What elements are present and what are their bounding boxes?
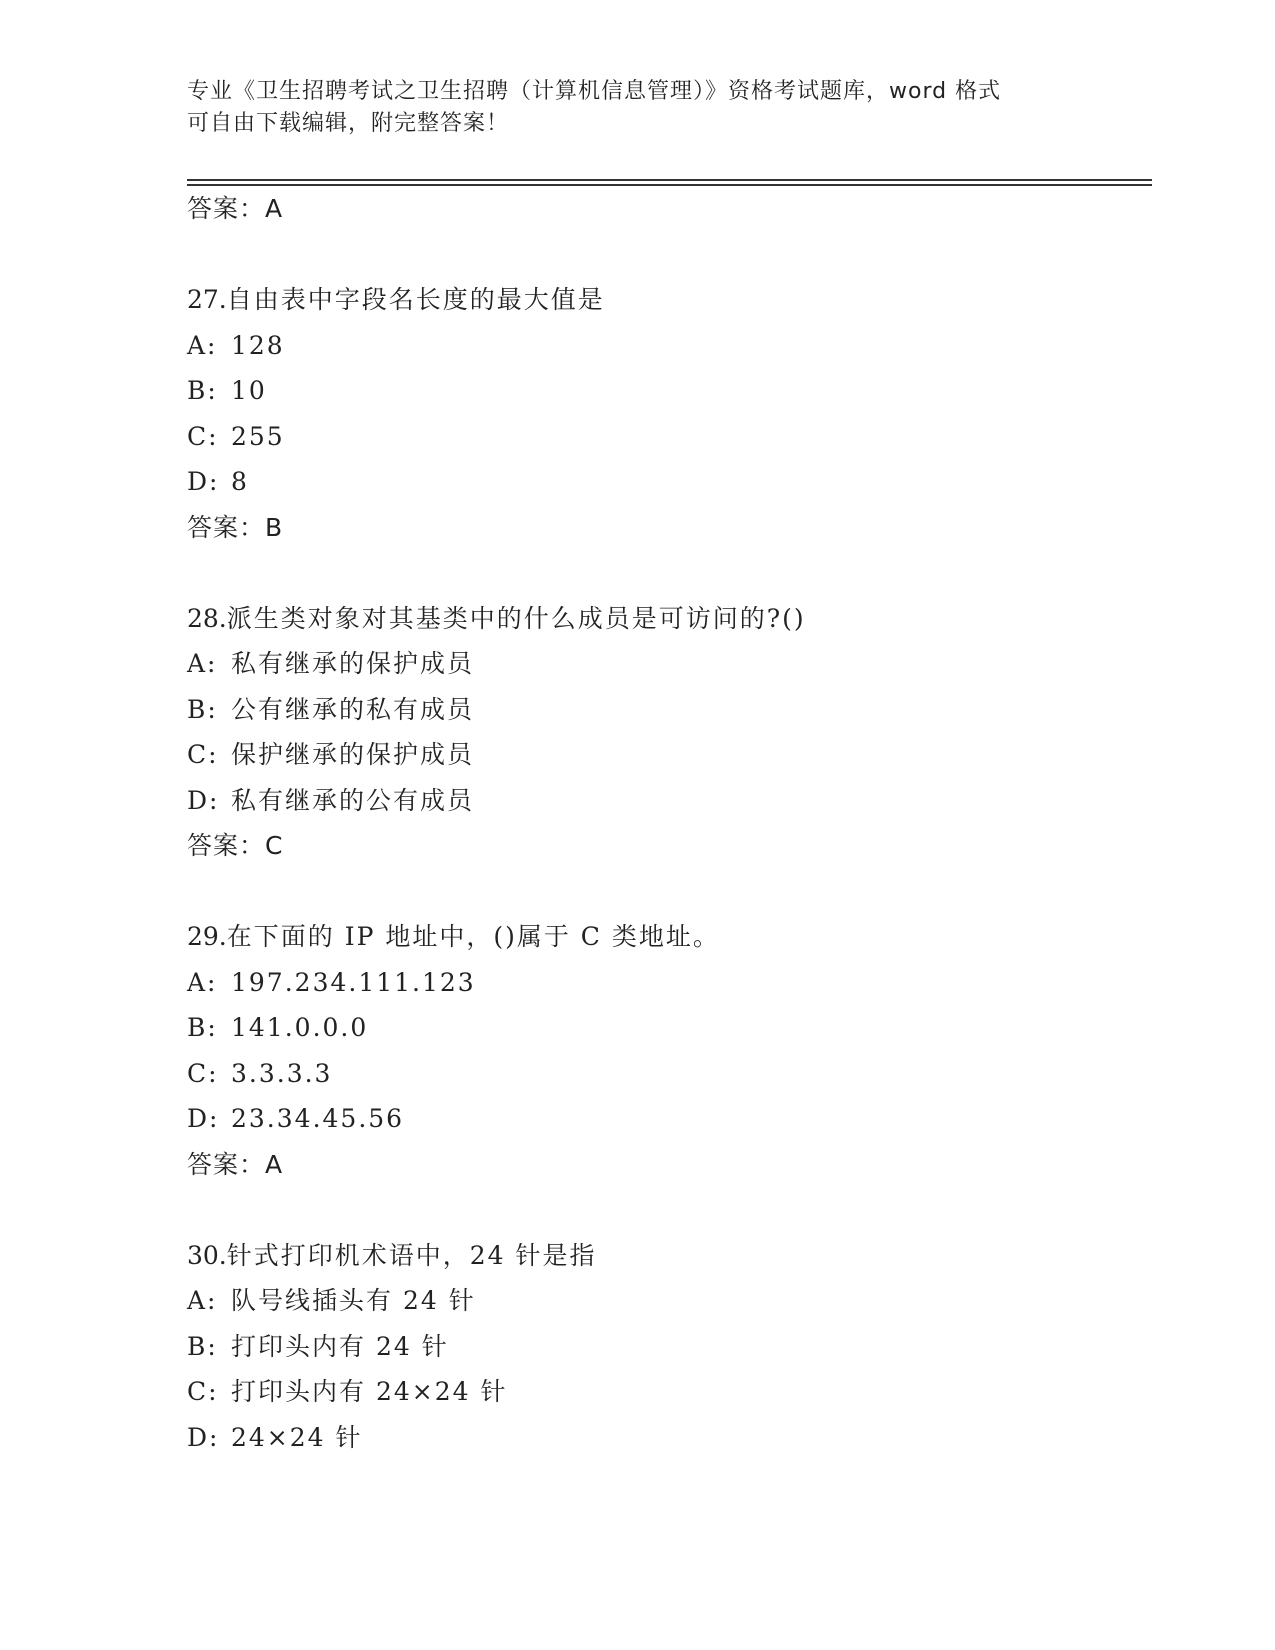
- option-letter: A:: [187, 967, 218, 997]
- option-d: [187, 1096, 1147, 1142]
- option-letter: B:: [187, 376, 218, 405]
- option-a: [187, 960, 1147, 1006]
- option-text: 私有继承的保护成员: [231, 649, 475, 678]
- option-letter: A:: [187, 1286, 218, 1315]
- option-letter: C:: [187, 740, 219, 769]
- previous-answer: 答案：A: [187, 194, 284, 223]
- option-b: [187, 1324, 1147, 1370]
- option-c: [187, 1369, 1147, 1415]
- option-c: [187, 414, 1147, 460]
- option-text: 10: [231, 376, 267, 405]
- option-text: 197.234.111.123: [231, 967, 476, 997]
- question-list: [187, 186, 1147, 1460]
- option-text: 128: [231, 330, 285, 360]
- option-text: 8: [231, 467, 249, 496]
- option-text: 私有继承的公有成员: [231, 785, 475, 815]
- option-a: [187, 1278, 1147, 1324]
- option-d: [187, 778, 1147, 824]
- question-number: 29.: [187, 922, 227, 951]
- option-text: 255: [231, 421, 285, 451]
- option-d: [187, 1415, 1147, 1461]
- question-number: 28.: [187, 603, 227, 633]
- option-text: 3.3.3.3: [231, 1058, 333, 1088]
- option-text: 保护继承的保护成员: [231, 740, 475, 769]
- option-letter: B:: [187, 1013, 218, 1042]
- option-letter: D:: [187, 467, 220, 496]
- option-letter: B:: [187, 694, 218, 724]
- option-letter: D:: [187, 1422, 220, 1452]
- option-b: [187, 687, 1147, 733]
- question-stem: 自由表中字段名长度的最大值是: [226, 285, 605, 314]
- option-letter: A:: [187, 649, 218, 678]
- option-a: [187, 323, 1147, 369]
- option-text: 24×24 针: [231, 1422, 363, 1452]
- option-b: [187, 1005, 1147, 1051]
- question-30: [187, 1233, 1147, 1461]
- option-c: [187, 1051, 1147, 1097]
- option-a: [187, 641, 1147, 687]
- option-b: [187, 368, 1147, 414]
- question-27: [187, 277, 1147, 551]
- header-line-1: 专业《卫生招聘考试之卫生招聘（计算机信息管理）》资格考试题库，word 格式: [187, 79, 1002, 104]
- option-text: 141.0.0.0: [231, 1013, 369, 1042]
- option-text: 公有继承的私有成员: [231, 694, 475, 724]
- question-stem: 在下面的 IP 地址中，()属于 C 类地址。: [226, 922, 720, 951]
- question-number: 30.: [187, 1240, 227, 1270]
- option-d: [187, 459, 1147, 505]
- option-text: 队号线插头有 24 针: [231, 1286, 476, 1315]
- question-text: [187, 596, 1147, 642]
- question-text: [187, 277, 1147, 323]
- question-number: 27.: [187, 285, 227, 314]
- question-text: [187, 914, 1147, 960]
- question-stem: 派生类对象对其基类中的什么成员是可访问的?(): [226, 603, 806, 633]
- option-letter: B:: [187, 1331, 218, 1361]
- answer-line: 答案：B: [187, 512, 284, 542]
- question-text: [187, 1233, 1147, 1279]
- question-28: [187, 596, 1147, 870]
- option-letter: A:: [187, 330, 218, 360]
- option-text: 打印头内有 24 针: [231, 1331, 449, 1361]
- option-letter: D:: [187, 785, 220, 815]
- question-29: [187, 914, 1147, 1188]
- option-c: [187, 732, 1147, 778]
- header-line-2: 可自由下载编辑，附完整答案！: [187, 111, 510, 136]
- answer-line: 答案：C: [187, 831, 284, 860]
- document-header: [187, 76, 1087, 140]
- header-divider-top: [187, 179, 1152, 181]
- answer-line: 答案：A: [187, 1149, 284, 1179]
- question-stem: 针式打印机术语中，24 针是指: [226, 1240, 597, 1270]
- option-letter: D:: [187, 1104, 220, 1133]
- option-letter: C:: [187, 1058, 219, 1088]
- option-text: 打印头内有 24×24 针: [231, 1377, 508, 1406]
- option-text: 23.34.45.56: [231, 1104, 405, 1133]
- option-letter: C:: [187, 1377, 219, 1406]
- option-letter: C:: [187, 421, 219, 451]
